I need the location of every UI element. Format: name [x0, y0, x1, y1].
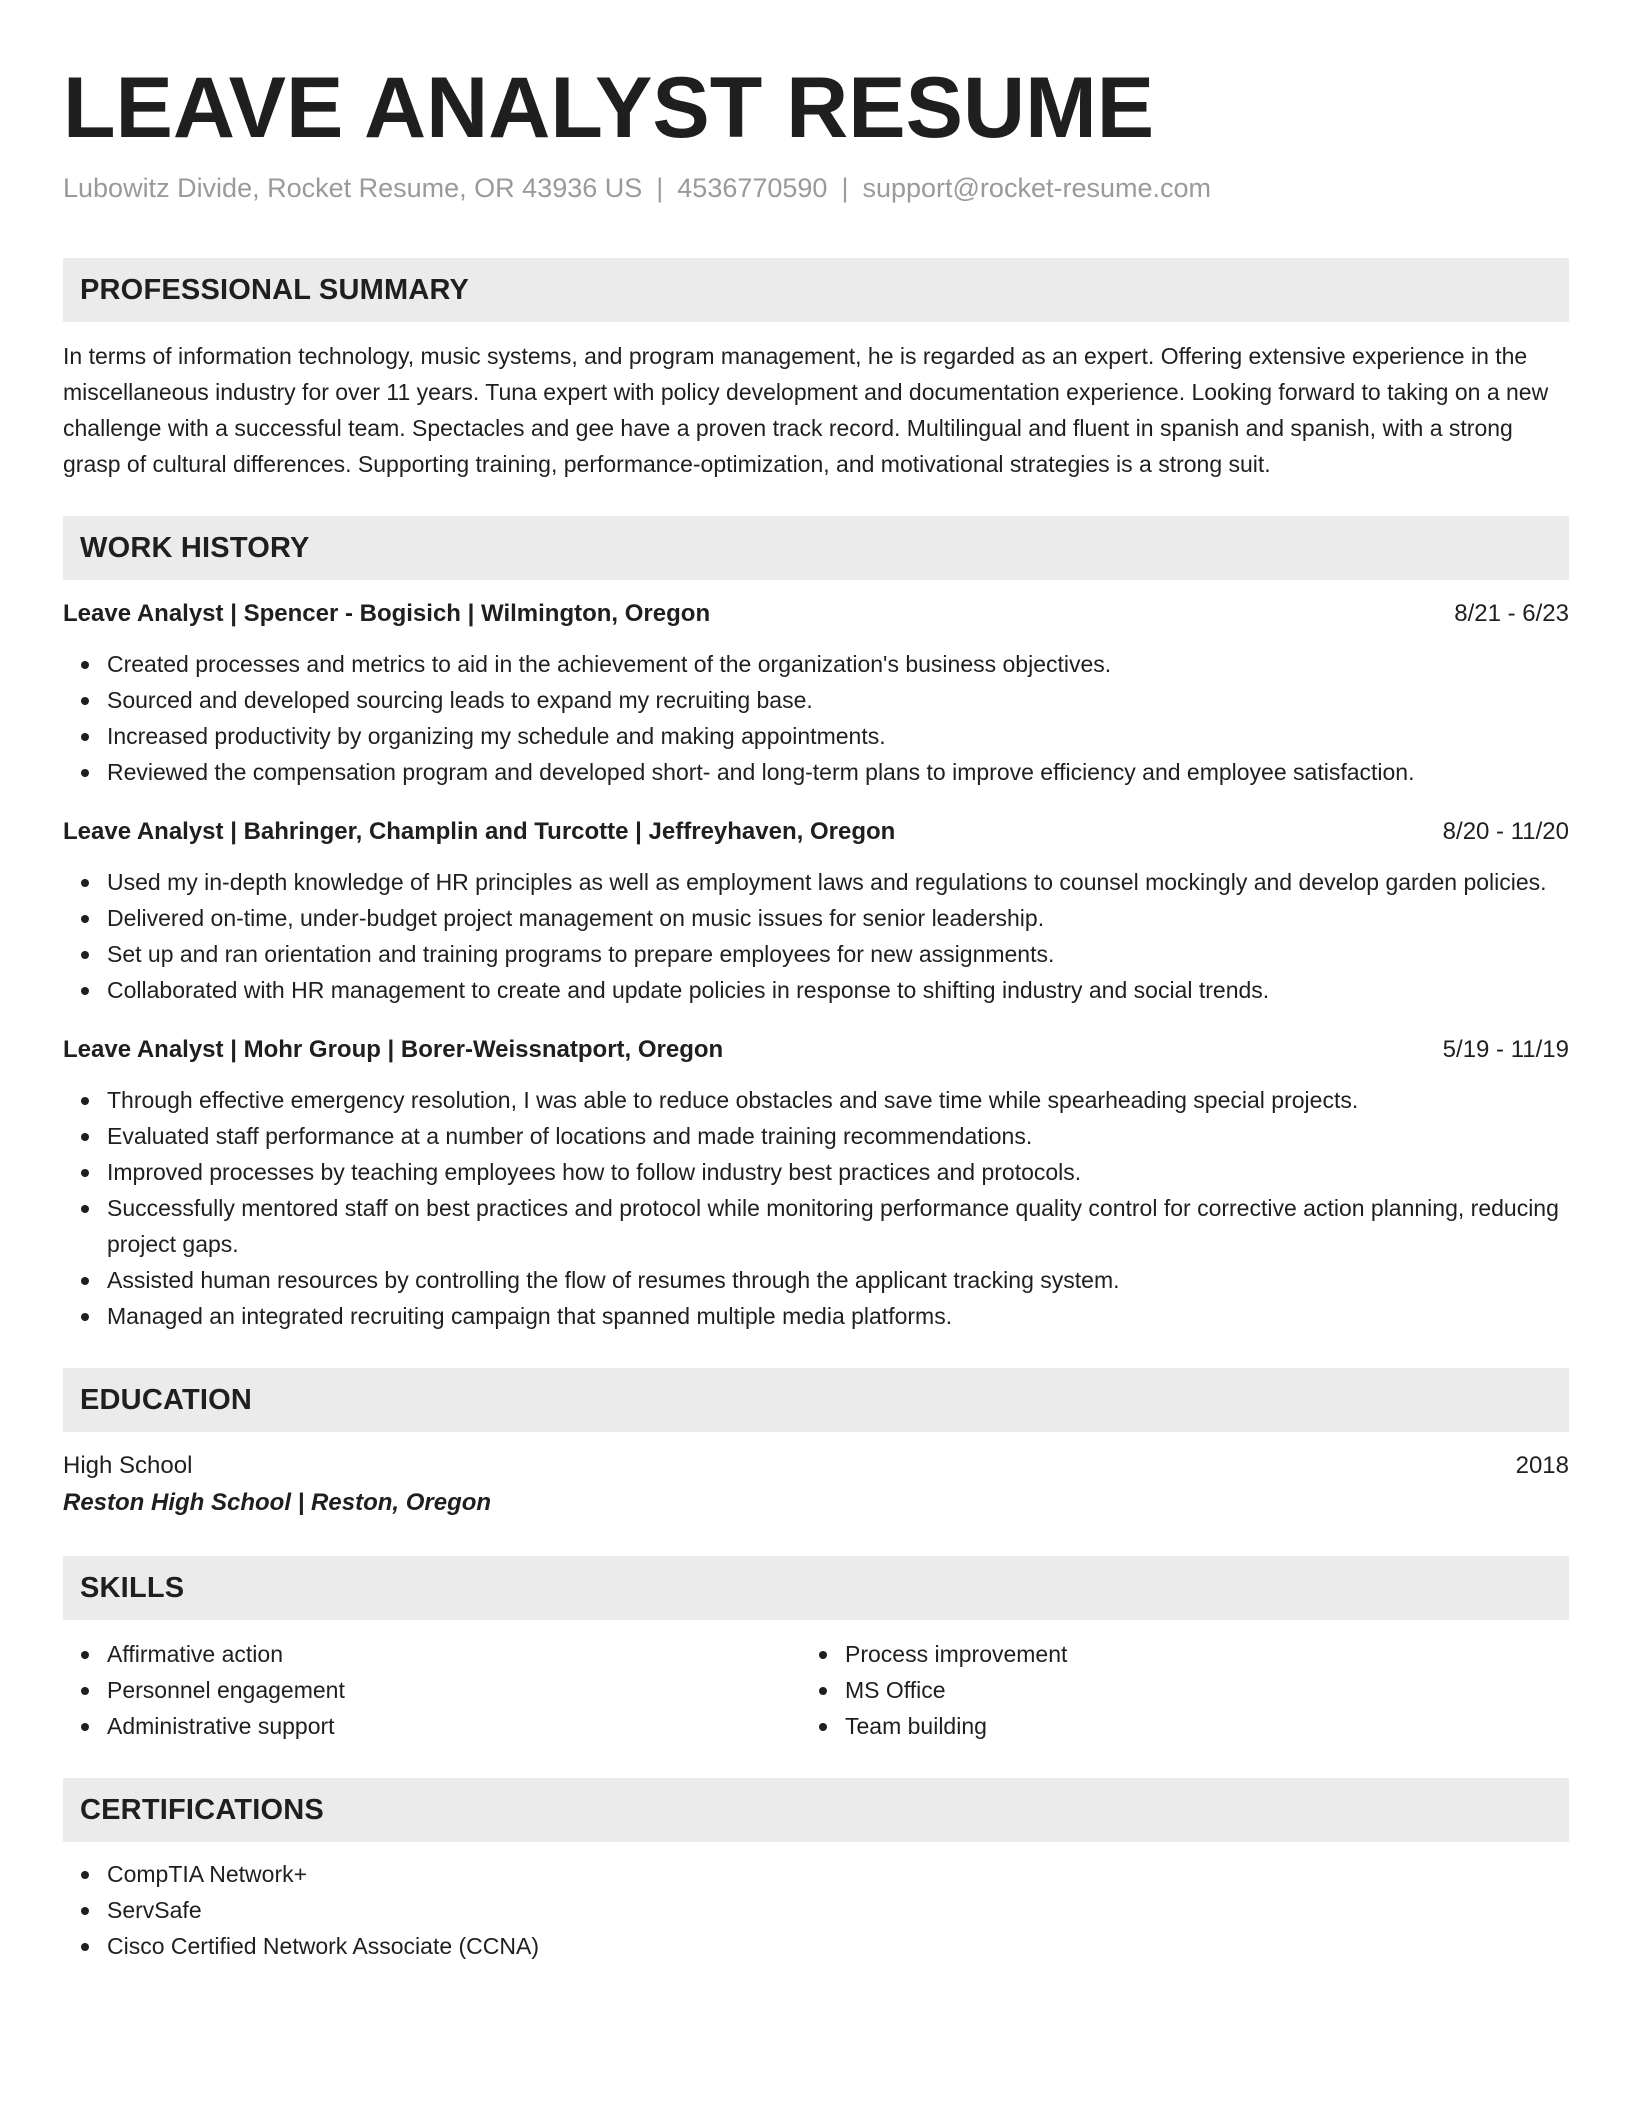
job-title: Leave Analyst | Mohr Group | Borer-Weissnatport, Oregon [63, 1036, 724, 1063]
contact-separator: | [656, 173, 664, 203]
job-bullets [63, 1082, 1569, 1334]
section-heading-skills: SKILLS [63, 1556, 1569, 1620]
list-item: Assisted human resources by controlling the flow of resumes through the applicant tracking system. [63, 1262, 1569, 1298]
certification-item: ServSafe [63, 1892, 1569, 1928]
job-entry [63, 596, 1569, 790]
skill-item: Personnel engagement [63, 1672, 801, 1708]
section-heading-work-history: WORK HISTORY [63, 516, 1569, 580]
list-item: Increased productivity by organizing my schedule and making appointments. [63, 718, 1569, 754]
skill-item: Team building [801, 1708, 1569, 1744]
list-item: Successfully mentored staff on best practices and protocol while monitoring performance quality control for corrective action planning, reducing project gaps. [63, 1190, 1569, 1262]
list-item: Reviewed the compensation program and developed short- and long-term plans to improve efficiency and employee satisfaction. [63, 754, 1569, 790]
job-entry [63, 1032, 1569, 1334]
contact-address: Lubowitz Divide, Rocket Resume, OR 43936 US [63, 173, 643, 203]
skill-item: Administrative support [63, 1708, 801, 1744]
job-title: Leave Analyst | Bahringer, Champlin and Turcotte | Jeffreyhaven, Oregon [63, 818, 896, 845]
job-dates: 8/20 - 11/20 [1442, 818, 1569, 845]
job-bullets [63, 646, 1569, 790]
list-item: Evaluated staff performance at a number of locations and made training recommendations. [63, 1118, 1569, 1154]
section-heading-education: EDUCATION [63, 1368, 1569, 1432]
job-header [63, 1032, 1569, 1068]
job-dates: 5/19 - 11/19 [1442, 1036, 1569, 1063]
certification-item: CompTIA Network+ [63, 1856, 1569, 1892]
skills-column-left [63, 1636, 801, 1744]
list-item: Collaborated with HR management to create and update policies in response to shifting industry and social trends. [63, 972, 1569, 1008]
list-item: Delivered on-time, under-budget project management on music issues for senior leadership. [63, 900, 1569, 936]
skill-item: Process improvement [801, 1636, 1569, 1672]
summary-paragraph: In terms of information technology, music systems, and program management, he is regarded as an expert. Offering extensive experience in the miscellaneous industry for over 11 years. Tuna expert with policy development and documentation experience. Looking forward to taking on a new challenge with a successful team. Spectacles and gee have a proven track record. Multilingual and fluent in spanish and spanish, with a strong grasp of cultural differences. Supporting training, performance-optimization, and motivational strategies is a strong suit. [63, 343, 1549, 477]
contact-email[interactable]: support@rocket-resume.com [862, 173, 1211, 203]
certifications-list [63, 1856, 1569, 1964]
list-item: Created processes and metrics to aid in the achievement of the organization's business objectives. [63, 646, 1569, 682]
list-item: Improved processes by teaching employees how to follow industry best practices and protocols. [63, 1154, 1569, 1190]
contact-line [63, 170, 1569, 206]
list-item: Sourced and developed sourcing leads to expand my recruiting base. [63, 682, 1569, 718]
skill-item: Affirmative action [63, 1636, 801, 1672]
contact-separator: | [841, 173, 849, 203]
education-school: Reston High School | Reston, Oregon [63, 1489, 492, 1516]
list-item: Set up and ran orientation and training programs to prepare employees for new assignments. [63, 936, 1569, 972]
contact-phone: 4536770590 [677, 173, 828, 203]
skills-column-right [801, 1636, 1569, 1744]
skill-item: MS Office [801, 1672, 1569, 1708]
list-item: Used my in-depth knowledge of HR principles as well as employment laws and regulations to counsel mockingly and develop garden policies. [63, 864, 1569, 900]
job-bullets [63, 864, 1569, 1008]
list-item: Through effective emergency resolution, I was able to reduce obstacles and save time while spearheading special projects. [63, 1082, 1569, 1118]
education-year: 2018 [1515, 1452, 1569, 1479]
skills-grid [63, 1636, 1569, 1744]
job-title: Leave Analyst | Spencer - Bogisich | Wilmington, Oregon [63, 600, 711, 627]
resume-title: LEAVE ANALYST RESUME [63, 60, 1155, 156]
education-row [63, 1448, 1569, 1484]
job-entry [63, 814, 1569, 1008]
section-heading-certifications: CERTIFICATIONS [63, 1778, 1569, 1842]
education-degree: High School [63, 1452, 193, 1479]
certification-item: Cisco Certified Network Associate (CCNA) [63, 1928, 1569, 1964]
job-header [63, 814, 1569, 850]
section-heading-summary: PROFESSIONAL SUMMARY [63, 258, 1569, 322]
job-header [63, 596, 1569, 632]
job-dates: 8/21 - 6/23 [1454, 600, 1569, 627]
list-item: Managed an integrated recruiting campaign that spanned multiple media platforms. [63, 1298, 1569, 1334]
